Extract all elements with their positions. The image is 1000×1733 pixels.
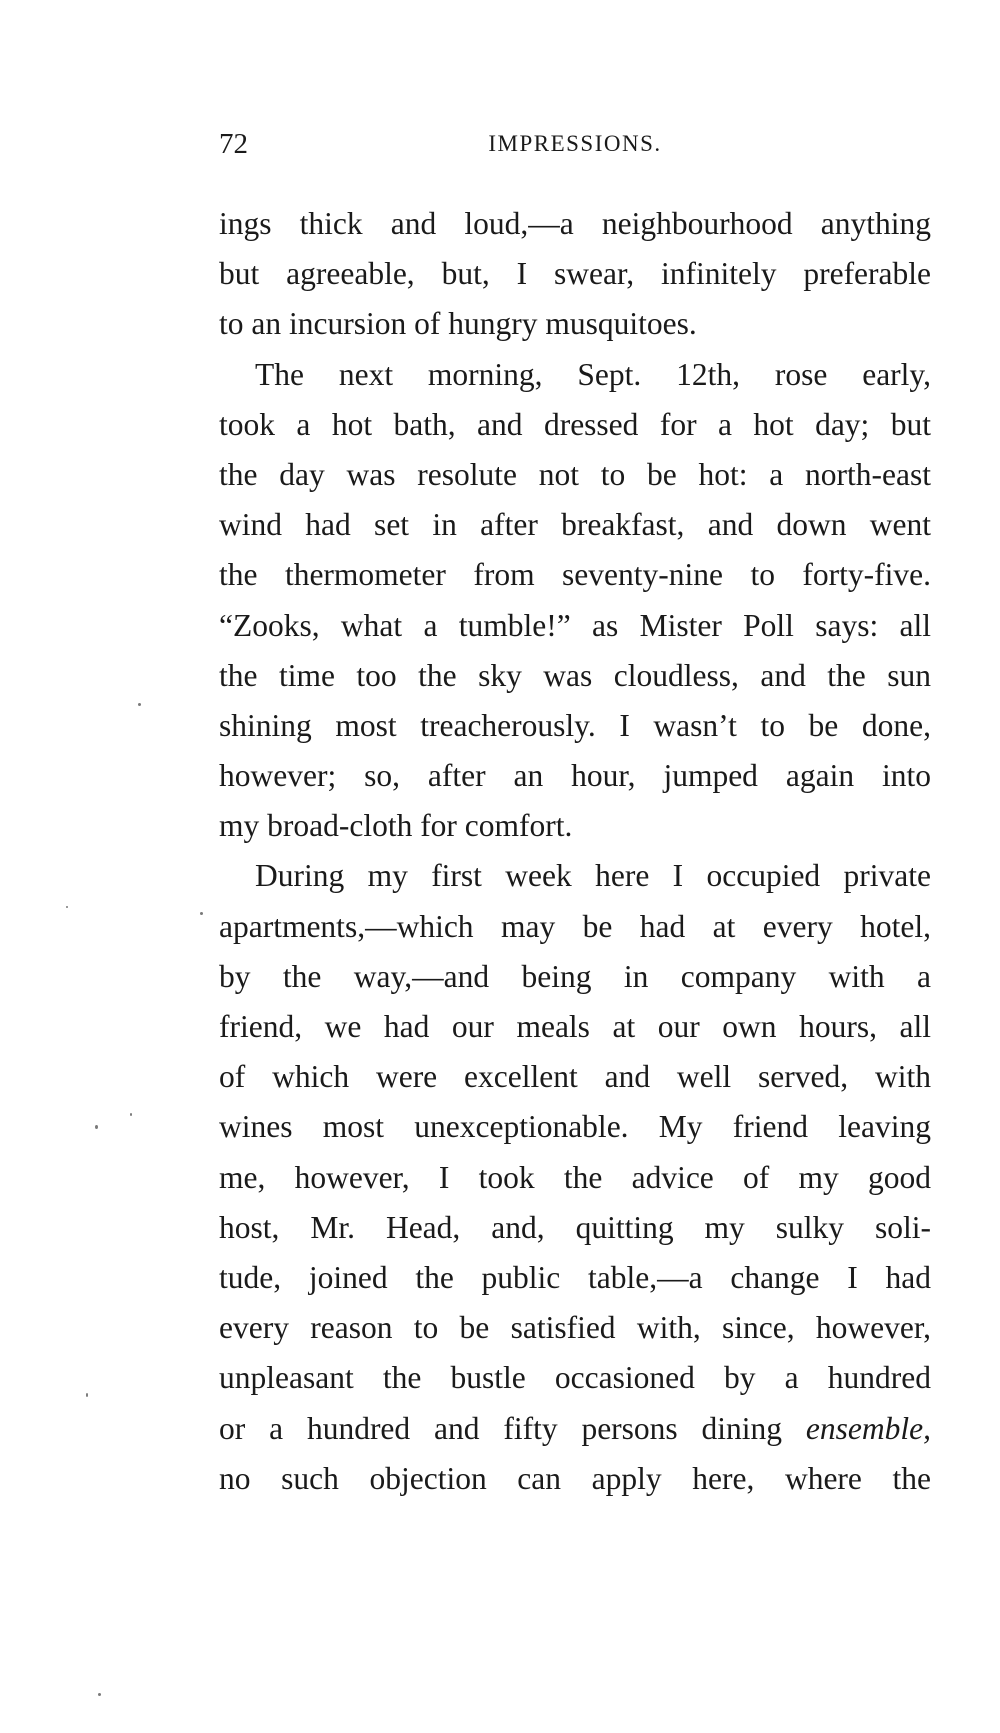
text-line: to an incursion of hungry musquitoes.	[219, 306, 697, 342]
text-line: tude, joined the public table,—a change I had	[219, 1259, 931, 1295]
text-line: me, however, I took the advice of my good	[219, 1159, 931, 1195]
text-line: unpleasant the bustle occasioned by a hundred	[219, 1360, 931, 1396]
text-line: every reason to be satisfied with, since, however,	[219, 1310, 931, 1346]
text-line: apartments,—which may be had at every hotel,	[219, 908, 931, 944]
page-number: 72	[219, 128, 248, 160]
paper-speck	[98, 1693, 101, 1696]
paper-speck	[138, 703, 141, 706]
text-line: friend, we had our meals at our own hours, all	[219, 1009, 931, 1044]
text-line-with-italic	[219, 1404, 931, 1454]
text-line: the thermometer from seventy-nine to forty-five.	[219, 557, 931, 593]
paper-speck	[66, 906, 68, 908]
text-line: however; so, after an hour, jumped again into	[219, 758, 931, 794]
page-header	[219, 128, 931, 168]
text-line: my broad-cloth for comfort.	[219, 808, 573, 844]
text-line: host, Mr. Head, and, quitting my sulky soli-	[219, 1209, 931, 1245]
text-line: “Zooks, what a tumble!” as Mister Poll says: all	[219, 607, 931, 643]
text-line: ings thick and loud,—a neighbourhood anything	[219, 206, 931, 241]
text-line: of which were excellent and well served, with	[219, 1059, 931, 1095]
line-text: or a hundred and fifty persons dining	[219, 1410, 783, 1446]
text-line: shining most treacherously. I wasn’t to be done,	[219, 707, 931, 743]
paper-speck	[86, 1393, 88, 1397]
italic-word: ensemble,	[805, 1410, 931, 1446]
text-line: the day was resolute not to be hot: a north-east	[219, 456, 931, 492]
text-line: no such objection can apply here, where the	[219, 1460, 931, 1496]
paper-speck	[200, 912, 203, 915]
running-title: IMPRESSIONS.	[488, 131, 662, 156]
text-line: took a hot bath, and dressed for a hot day; but	[219, 406, 931, 442]
text-line: During my first week here I occupied private	[255, 858, 931, 894]
text-line: but agreeable, but, I swear, infinitely preferable	[219, 256, 931, 292]
text-line: The next morning, Sept. 12th, rose early,	[255, 356, 931, 392]
text-line: wines most unexceptionable. My friend leaving	[219, 1109, 931, 1145]
body-text	[219, 199, 931, 1504]
text-line: the time too the sky was cloudless, and the sun	[219, 657, 931, 693]
paper-speck	[130, 1113, 132, 1116]
text-line: wind had set in after breakfast, and down went	[219, 507, 931, 543]
text-line: by the way,—and being in company with a	[219, 958, 931, 994]
paper-speck	[95, 1125, 98, 1129]
